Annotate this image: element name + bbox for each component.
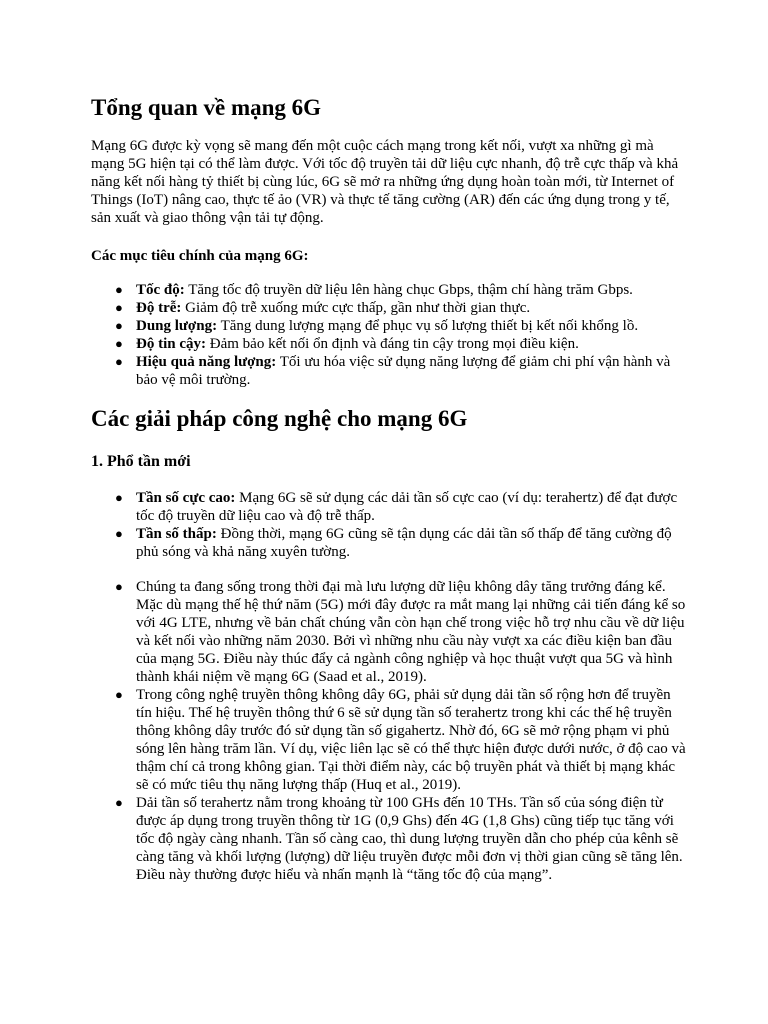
item-text: Đảm bảo kết nối ổn định và đáng tin cậy trong mọi điều kiện.: [206, 336, 579, 352]
list-item: [91, 353, 687, 389]
item-term: Độ tin cậy:: [136, 336, 206, 352]
list-item: [91, 525, 687, 561]
item-term: Dung lượng:: [136, 318, 218, 334]
list-item: [91, 281, 687, 299]
section-title-overview: Tổng quan về mạng 6G: [91, 95, 322, 120]
details-list: [91, 578, 687, 884]
bullet-icon: ●: [115, 300, 123, 315]
bullet-icon: ●: [115, 282, 123, 297]
bullet-icon: ●: [115, 354, 123, 369]
item-text: Mạng 6G sẽ sử dụng các dải tần số cực cao (ví dụ: terahertz) để đạt được tốc độ truyền dữ liệu cao và độ trễ thấp.: [136, 490, 678, 524]
bullet-icon: ●: [115, 795, 123, 810]
list-item: [91, 299, 687, 317]
item-text: Tăng dung lượng mạng để phục vụ số lượng thiết bị kết nối khổng lồ.: [217, 318, 639, 334]
item-term: Độ trễ:: [136, 300, 182, 316]
item-text: Dải tần số terahertz nằm trong khoảng từ 100 GHs đến 10 THs. Tần số của sóng điện từ được áp dụng trong truyền thông từ 1G (0,9 Ghs) đến 4G (1,8 Ghs) cũng tiếp tục tăng với tốc độ ngày càng nhanh. Tần số càng cao, thì dung lượng truyền dẫn cho phép của kênh sẽ càng tăng và khối lượng (lượng) dữ liệu truyền được mỗi đơn vị thời gian cũng sẽ tăng lên. Điều này thường được hiểu và nhấn mạnh là “tăng tốc độ của mạng”.: [136, 795, 683, 883]
bullet-icon: ●: [115, 687, 123, 702]
intro-paragraph: Mạng 6G được kỳ vọng sẽ mang đến một cuộc cách mạng trong kết nối, vượt xa những gì mà mạng 5G hiện tại có thể làm được. Với tốc độ truyền tải dữ liệu cực nhanh, độ trễ cực thấp và khả năng kết nối hàng tỷ thiết bị cùng lúc, 6G sẽ mở ra những ứng dụng hoàn toàn mới, từ Internet of Things (IoT) nâng cao, thực tế ảo (VR) và thực tế tăng cường (AR) đến các ứng dụng trong y tế, sản xuất và giao thông vận tải tự động.: [91, 138, 679, 226]
bullet-icon: ●: [115, 526, 123, 541]
subsection-heading-spectrum: 1. Phổ tần mới: [91, 453, 191, 470]
item-text: Đồng thời, mạng 6G cũng sẽ tận dụng các dải tần số thấp để tăng cường độ phủ sóng và khả năng xuyên tường.: [136, 526, 672, 560]
bullet-icon: ●: [115, 336, 123, 351]
list-item: [91, 578, 687, 686]
item-term: Tần số thấp:: [136, 526, 217, 542]
list-item: [91, 489, 687, 525]
list-item: [91, 686, 687, 794]
item-text: Chúng ta đang sống trong thời đại mà lưu lượng dữ liệu không dây tăng trưởng đáng kể. Mặc dù mạng thế hệ thứ năm (5G) mới đây được ra mắt mang lại những cải tiến đáng kể so với 4G LTE, nhưng về bản chất chúng vẫn còn hạn chế trong việc hỗ trợ nhu cầu về dữ liệu và kết nối vào những năm 2030. Bởi vì những nhu cầu này vượt xa các điều kiện ban đầu của mạng 5G. Điều này thúc đẩy cả ngành công nghiệp và học thuật vượt qua 5G và hình thành khái niệm về mạng 6G (Saad et al., 2019).: [136, 579, 686, 685]
item-term: Tốc độ:: [136, 282, 185, 298]
list-item: [91, 794, 687, 884]
list-item: [91, 335, 687, 353]
item-text: Trong công nghệ truyền thông không dây 6G, phải sử dụng dải tần số rộng hơn để truyền tín hiệu. Thế hệ truyền thông thứ 6 sẽ sử dụng tần số terahertz trong khi các thế hệ truyền thông không dây trước đó sử dụng tần số gigahertz. Nhờ đó, 6G sẽ mở rộng phạm vi phủ sóng lên hàng trăm lần. Ví dụ, việc liên lạc sẽ có thể thực hiện được dưới nước, ở độ cao và thậm chí cả trong không gian. Tại thời điểm này, các bộ truyền phát và thiết bị mạng khác sẽ có mức tiêu thụ năng lượng thấp (Huq et al., 2019).: [136, 687, 686, 793]
list-item: [91, 317, 687, 335]
bullet-icon: ●: [115, 490, 123, 505]
item-text: Tối ưu hóa việc sử dụng năng lượng để giảm chi phí vận hành và bảo vệ môi trường.: [136, 354, 671, 388]
item-text: Giảm độ trễ xuống mức cực thấp, gần như thời gian thực.: [181, 300, 531, 316]
goals-heading: Các mục tiêu chính của mạng 6G:: [91, 248, 309, 264]
item-term: Tần số cực cao:: [136, 490, 236, 506]
goals-list: [91, 281, 687, 389]
spectrum-list: [91, 489, 687, 561]
bullet-icon: ●: [115, 318, 123, 333]
bullet-icon: ●: [115, 579, 123, 594]
item-term: Hiệu quả năng lượng:: [136, 354, 277, 370]
item-text: Tăng tốc độ truyền dữ liệu lên hàng chục Gbps, thậm chí hàng trăm Gbps.: [184, 282, 633, 298]
section-title-solutions: Các giải pháp công nghệ cho mạng 6G: [91, 406, 468, 431]
